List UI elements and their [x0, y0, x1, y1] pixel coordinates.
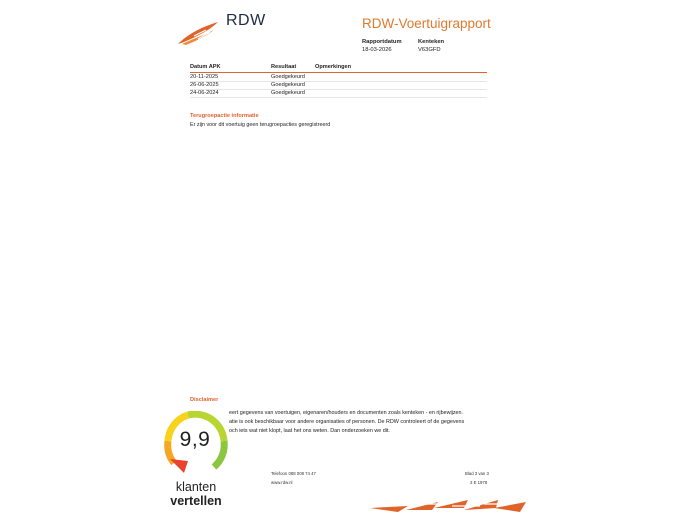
- column-header-date: Datum APK: [190, 64, 221, 70]
- recall-text: Er zijn voor dit voertuig geen terugroepacties geregistreerd: [190, 122, 331, 128]
- row-divider: [190, 97, 487, 98]
- plate-label: Kenteken: [418, 39, 445, 45]
- rating-score: 9,9: [179, 428, 211, 451]
- table-row-date: 20-11-2025: [190, 74, 219, 80]
- table-row-result: Goedgekeurd: [271, 82, 305, 88]
- recall-title: Terugroepactie informatie: [190, 113, 259, 119]
- report-date-value: 18-03-2026: [362, 47, 392, 53]
- plate-value: V63GFD: [418, 47, 441, 53]
- table-row-result: Goedgekeurd: [271, 90, 305, 96]
- table-row-date: 24-06-2024: [190, 90, 219, 96]
- footer-phone: Telefoon 088 008 74 47: [271, 471, 316, 476]
- report-date-label: Rapportdatum: [362, 39, 402, 45]
- row-divider: [190, 89, 487, 90]
- disclaimer-line: atie is ook beschikbaar voor andere organisaties of personen. De RDW controleert of de gegevens: [229, 419, 465, 425]
- logo-text: RDW: [226, 12, 266, 29]
- disclaimer-line: och iets wat niet klopt, laat het ons weten. Dan onderzoeken we dit.: [229, 428, 390, 434]
- table-header-rule: [190, 72, 487, 73]
- footer-page: Blad 3 van 3: [465, 471, 489, 476]
- footer-decoration-graphic: [368, 498, 528, 514]
- disclaimer-line: eert gegevens van voertuigen, eigenaren/houders en documenten zoals kenteken - en rijbewijzen.: [229, 410, 464, 416]
- report-title: RDW-Voertuigrapport: [362, 16, 491, 31]
- table-row-date: 26-06-2025: [190, 82, 219, 88]
- row-divider: [190, 81, 487, 82]
- rdw-logo-icon: [176, 20, 220, 46]
- rating-label-line2: vertellen: [170, 494, 222, 508]
- column-header-result: Resultaat: [271, 64, 297, 70]
- table-row-result: Goedgekeurd: [271, 74, 305, 80]
- footer-code: 3 E 1978: [470, 480, 488, 485]
- rating-label-line1: klanten: [175, 480, 217, 494]
- footer-website[interactable]: www.rdw.nl: [271, 480, 293, 485]
- disclaimer-title: Disclaimer: [190, 397, 219, 403]
- column-header-remarks: Opmerkingen: [315, 64, 352, 70]
